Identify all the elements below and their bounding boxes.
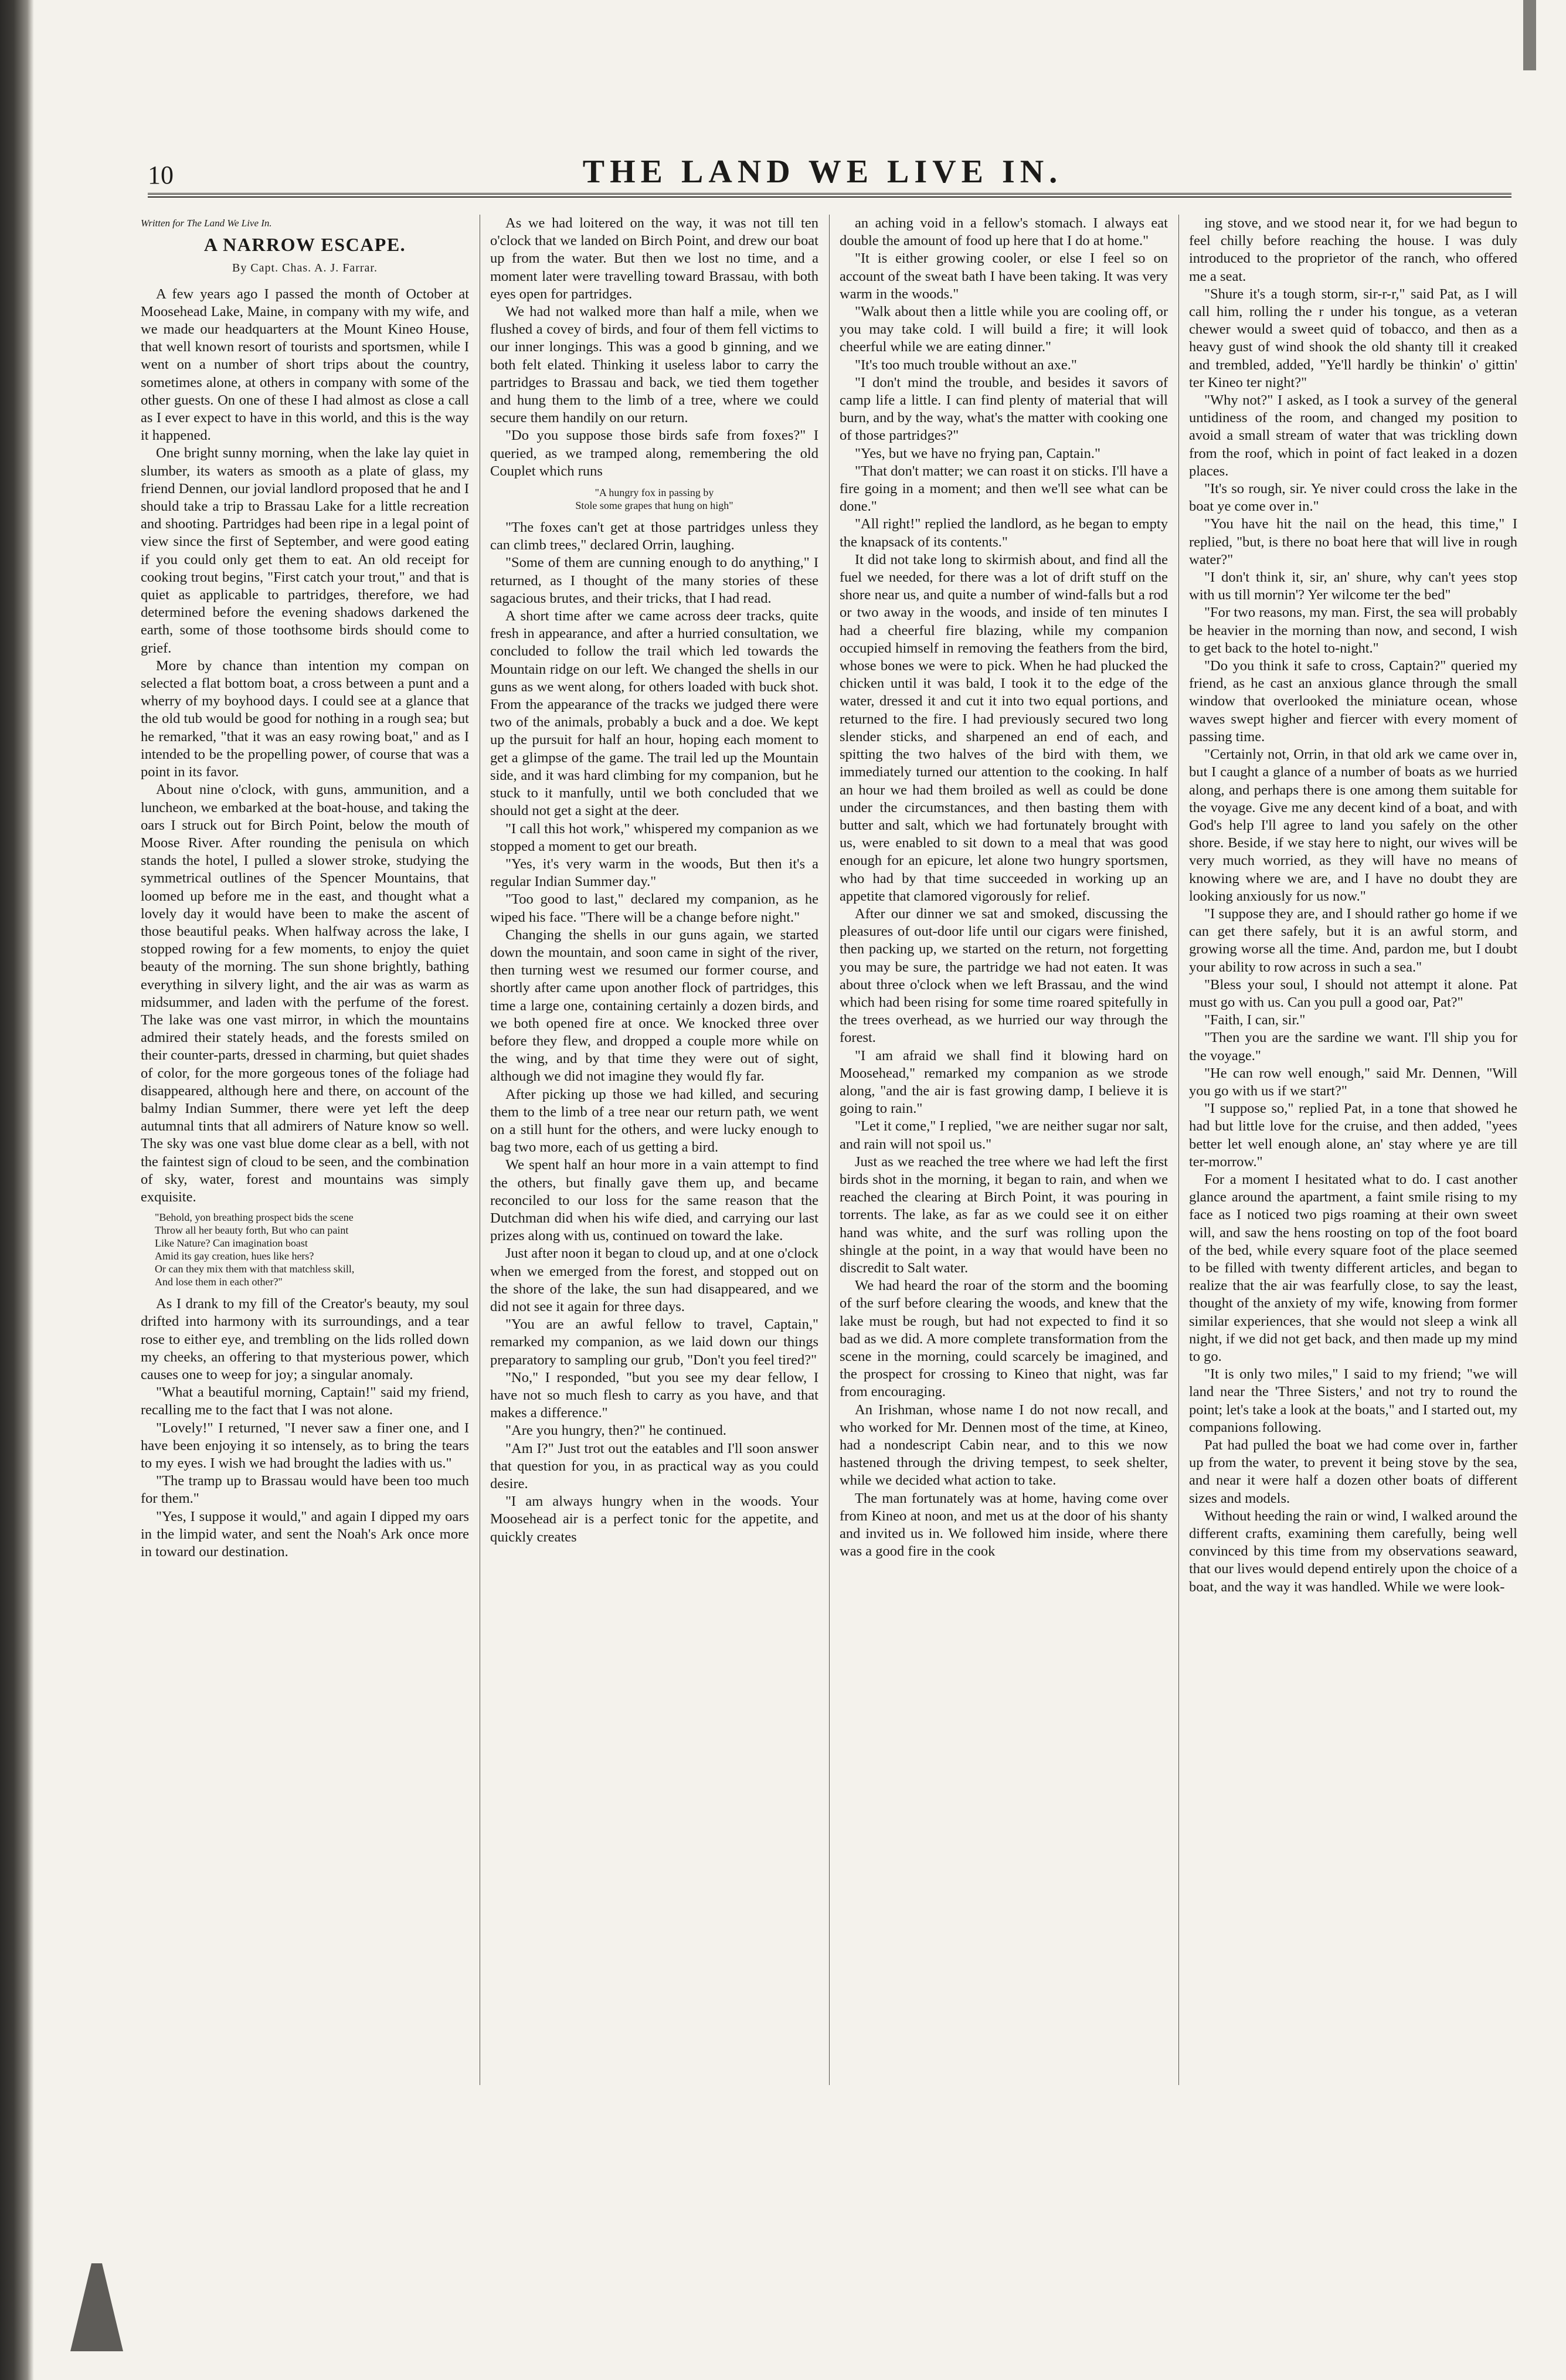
- paragraph: "Certainly not, Orrin, in that old ark we came over in, but I caught a glance of a number of boats as we hurried along, and perhaps there is one among them suitable for the voyage. Give me any decent kind of a boat, and with God's help I'll agree to land you safely on the other shore. Beside, if we stay here to night, our wives will be very much worried, as they will have no means of knowing where we are, and I have no doubt they are looking anxiously for us now.": [1189, 746, 1517, 904]
- column-2-text-b: [490, 519, 818, 1546]
- column-1-text-a: [141, 286, 469, 1207]
- paragraph: "The tramp up to Brassau would have been too much for them.": [141, 1473, 469, 1507]
- paragraph: "He can row well enough," said Mr. Dennen, "Will you go with us if we start?": [1189, 1065, 1517, 1099]
- paragraph: One bright sunny morning, when the lake lay quiet in slumber, its waters as smooth as a plate of glass, my friend Dennen, our jovial landlord proposed that he and I should take a trip to Brassau Lake for a little recreation and shooting. Partridges had been ripe in a legal point of view since the first of September, and were good eating if you could only get them to eat. An old receipt for cooking trout begins, "First catch your trout," and that is quiet as applicable to partridges, therefore, we had determined before the evening shadows darkened the earth, some of those toothsome birds should come to grief.: [141, 445, 469, 656]
- column-4: [1189, 215, 1517, 2085]
- paragraph: "I don't mind the trouble, and besides it savors of camp life a little. I can find plenty of material that will burn, and by the way, what's the matter with cooking one of those partridges?": [840, 374, 1168, 444]
- paragraph: "I am always hungry when in the woods. Your Moosehead air is a perfect tonic for the appetite, and quickly creates: [490, 1493, 818, 1545]
- paragraph: Just as we reached the tree where we had left the first birds shot in the morning, it began to rain, and when we reached the clearing at Birch Point, it was pouring in torrents. The lake, as far as we could see it on either hand was white, and the surf was rolling upon the shingle at the point, in a way that would have been no discredit to Salt water.: [840, 1153, 1168, 1276]
- paragraph: "Yes, it's very warm in the woods, But then it's a regular Indian Summer day.": [490, 855, 818, 890]
- paragraph: It did not take long to skirmish about, and find all the fuel we needed, for there was a lot of drift stuff on the shore near us, and quite a number of wind-falls but a rod or two away in the woods, and inside of ten minutes I had a cheerful fire blazing, while my companion occupied himself in removing the feathers from the bird, whose bones we were to pick. When he had plucked the chicken until it was bald, I took it to the edge of the water, dressed it and cut it into two equal portions, and returned to the fire. I had previously secured two long slender sticks, and sharpened an end of each, and spitting the two halves of the bird with them, we immediately turned our attention to the cooking. In half an hour we had them broiled as well as could be done under the circumstances, and then basting them with butter and salt, which we had fortunately brought with us, were enabled to sit down to a meal that was good enough for an epicure, let alone two hungry sportsmen, who had by that time succeeded in working up an appetite that clamored vigorously for relief.: [840, 551, 1168, 904]
- paragraph: "It is either growing cooler, or else I feel so on account of the sweat bath I have been taking. It was very warm in the woods.": [840, 250, 1168, 302]
- article-credit: Written for The Land We Live In.: [141, 218, 272, 229]
- paragraph: "Yes, but we have no frying pan, Captain.": [855, 445, 1100, 461]
- paragraph: The man fortunately was at home, having come over from Kineo at noon, and met us at the door of his shanty and invited us in. We followed him inside, where there was a good fire in the cook: [840, 1490, 1168, 1560]
- paragraph: "It's too much trouble without an axe.": [855, 357, 1077, 373]
- paragraph: "Let it come," I replied, "we are neither sugar nor salt, and rain will not spoil us.": [840, 1118, 1168, 1152]
- poem-verse-2: [490, 486, 818, 512]
- page-header: [134, 150, 1511, 196]
- paragraph: "You have hit the nail on the head, this time," I replied, "but, is there no boat here that will live in rough water?": [1189, 516, 1517, 568]
- paragraph: "I call this hot work," whispered my companion as we stopped a moment to get our breath.: [490, 820, 818, 854]
- column-3: [840, 215, 1168, 2085]
- paragraph: "That don't matter; we can roast it on sticks. I'll have a fire going in a moment; and then we'll see what can be done.": [840, 463, 1168, 515]
- paragraph: After picking up those we had killed, and securing them to the limb of a tree near our return path, we went on a still hunt for the others, and were lucky enough to bag two more, each of us getting a bird.: [490, 1086, 818, 1156]
- verse-line: Amid its gay creation, hues like hers?: [155, 1250, 314, 1262]
- paragraph: Just after noon it began to cloud up, and at one o'clock when we emerged from the forest, and stopped out on the shore of the lake, the sun had disappeared, and we did not see it again for three days.: [490, 1245, 818, 1315]
- paragraph: "All right!" replied the landlord, as he began to empty the knapsack of its contents.": [840, 516, 1168, 550]
- paragraph: "Am I?" Just trot out the eatables and I'll soon answer that question for you, in as practical way as you could desire.: [490, 1440, 818, 1492]
- paragraph: "Some of them are cunning enough to do anything," I returned, as I thought of the many stories of these sagacious brutes, and their tricks, that I had read.: [490, 555, 818, 606]
- column-1-text-b: [141, 1295, 469, 1561]
- paragraph: We spent half an hour more in a vain attempt to find the others, but finally gave them up, and became reconciled to our loss for the same reason that the Dutchman did when his wife died, and carrying our last prizes along with us, continued on toward the lake.: [490, 1157, 818, 1244]
- verse-line: Or can they mix them with that matchless skill,: [155, 1263, 355, 1275]
- paragraph: an aching void in a fellow's stomach. I always eat double the amount of food up here that I do at home.": [840, 215, 1168, 249]
- verse-line: Throw all her beauty forth, But who can paint: [155, 1224, 349, 1237]
- paragraph: "Then you are the sardine we want. I'll ship you for the voyage.": [1189, 1030, 1517, 1064]
- paragraph: "Are you hungry, then?" he continued.: [505, 1422, 726, 1439]
- paragraph: "The foxes can't get at those partridges unless they can climb trees," declared Orrin, laughing.: [490, 520, 818, 554]
- paragraph: An Irishman, whose name I do not now recall, and who worked for Mr. Dennen most of the time, at Kineo, had a nondescript Cabin near, and to this we now hastened through the driving tempest, to seek shelter, while we decided what action to take.: [840, 1401, 1168, 1489]
- paragraph: "No," I responded, "but you see my dear fellow, I have not so much flesh to carry as you have, and that makes a difference.": [490, 1369, 818, 1421]
- paragraph: "Shure it's a tough storm, sir-r-r," said Pat, as I will call him, rolling the r under his tongue, as a veteran chewer would a sweet quid of tobacco, and then as a heavy gust of wind shook the old shanty till it creaked and trembled, added, "Ye'll hardly be thinkin' o' gittin' ter Kineo ter night?": [1189, 286, 1517, 391]
- paragraph: "What a beautiful morning, Captain!" said my friend, recalling me to the fact that I was not alone.: [141, 1384, 469, 1418]
- paragraph: We had heard the roar of the storm and the booming of the surf before clearing the woods, and knew that the lake must be rough, but had not expected to find it so bad as we did. A more complete transformation from the scene in the morning, could scarcely be imagined, and the prospect for crossing to Kineo that night, was far from encouraging.: [840, 1278, 1168, 1400]
- paragraph: "For two reasons, my man. First, the sea will probably be heavier in the morning than now, and second, I wish to get back to the hotel to-night.": [1189, 605, 1517, 656]
- paragraph: "It is only two miles," I said to my friend; "we will land near the 'Three Sisters,' and not try to round the point; let's take a look at the boats," and I started out, my companions following.: [1189, 1366, 1517, 1435]
- paragraph: After our dinner we sat and smoked, discussing the pleasures of out-door life until our cigars were finished, then packing up, we started on the return, not forgetting you may be sure, the partridge we had not eaten. It was about three o'clock when we left Brassau, and the wind which had been rising for some time roared spitefully in the trees overhead, as we hurried our way through the forest.: [840, 905, 1168, 1046]
- scan-artifact: [1523, 0, 1536, 70]
- paragraph: "You are an awful fellow to travel, Captain," remarked my companion, as we laid down our things preparatory to sampling our grub, "Don't you feel tired?": [490, 1316, 818, 1368]
- paragraph: Pat had pulled the boat we had come over in, farther up from the water, to prevent it being stove by the sea, and near it were half a dozen other boats of different sizes and models.: [1189, 1437, 1517, 1506]
- paragraph: We had not walked more than half a mile, when we flushed a covey of birds, and four of them fell victims to our inner longings. This was a good b ginning, and we both felt elated. Thinking it useless labor to carry the partridges to Brassau and back, we tied them together and hung them to the limb of a tree, where we could secure them handily on our return.: [490, 304, 818, 426]
- column-4-text: [1189, 215, 1517, 1596]
- paragraph: For a moment I hesitated what to do. I cast another glance around the apartment, a faint smile rising to my face as I noticed two pigs roaming at their own sweet will, and saw the hens roosting on top of the foot board of the bed, while every square foot of the place seemed to be filled with twenty different articles, and began to realize that the air was fearfully close, to say the least, thought of the anxiety of my wife, knowing from former similar experiences, that she would not sleep a wink all night, if we did not get back, and then made up my mind to go.: [1189, 1171, 1517, 1364]
- paragraph: Without heeding the rain or wind, I walked around the different crafts, examining them carefully, being well convinced by this time from my observations seaward, that our lives would depend entirely upon the choice of a boat, and the way it was handled. While we were look-: [1189, 1508, 1517, 1595]
- paragraph: Changing the shells in our guns again, we started down the mountain, and soon came in sight of the river, then turning west we resumed our former course, and shortly after came upon another flock of partridges, this time a large one, containing certainly a dozen birds, and we both opened fire at once. We knocked three over before they flew, and dropped a couple more while on the wing, and by that time they were out of sight, although we did not imagine they would fly far.: [490, 926, 818, 1085]
- paragraph: "I suppose they are, and I should rather go home if we can get there safely, but it is an awful storm, and growing worse all the time. And, pardon me, but I doubt your ability to row across in such a sea.": [1189, 905, 1517, 975]
- column-1: [141, 215, 469, 2085]
- paragraph: "Do you suppose those birds safe from foxes?" I queried, as we tramped along, remembering the old Couplet which runs: [490, 427, 818, 479]
- paragraph: "Why not?" I asked, as I took a survey of the general untidiness of the room, and changed my position to avoid a small stream of water that was trickling down from the roof, which in point of fact leaked in a dozen places.: [1189, 392, 1517, 479]
- paragraph: As I drank to my fill of the Creator's beauty, my soul drifted into harmony with its surroundings, and a tear rose to either eye, and trembling on the lids rolled down my cheeks, an offering to that mysterious power, which causes one to weep for joy; a singular anomaly.: [141, 1296, 469, 1383]
- paragraph: "It's so rough, sir. Ye niver could cross the lake in the boat ye come over in.": [1189, 481, 1517, 515]
- article-byline: By Capt. Chas. A. J. Farrar.: [232, 262, 378, 275]
- paragraph: "Faith, I can, sir.": [1204, 1012, 1306, 1028]
- paragraph: "Do you think it safe to cross, Captain?" queried my friend, as he cast an anxious glance through the small window that overlooked the miniature ocean, whose waves swept higher and fiercer with every moment of passing time.: [1189, 658, 1517, 745]
- paragraph: "Yes, I suppose it would," and again I dipped my oars in the limpid water, and sent the Noah's Ark once more in toward our destination.: [141, 1508, 469, 1560]
- article-columns: [141, 215, 1519, 2091]
- verse-line: Like Nature? Can imagination boast: [155, 1237, 308, 1250]
- verse-line: "Behold, yon breathing prospect bids the scene: [155, 1211, 354, 1224]
- poem-verse-1: [155, 1211, 469, 1288]
- header-rule: [148, 193, 1511, 198]
- article-title: A NARROW ESCAPE.: [203, 234, 406, 256]
- verse-line: "A hungry fox in passing by: [595, 487, 714, 499]
- scan-artifact: [70, 2263, 123, 2351]
- column-3-text: [840, 215, 1168, 1560]
- column-2: [490, 215, 818, 2085]
- paragraph: "Lovely!" I returned, "I never saw a finer one, and I have been enjoying it so intensely, as to bring the tears to my eyes. I wish we had brought the ladies with us.": [141, 1420, 469, 1471]
- column-divider-3: [1178, 215, 1179, 2085]
- paragraph: A short time after we came across deer tracks, quite fresh in appearance, and after a hurried consultation, we concluded to follow the trail which led towards the Mountain ridge on our left. We changed the shells in our guns as we went along, for others loaded with buck shot. From the appearance of the tracks we judged there were two of the animals, probably a buck and a doe. We kept up the pursuit for half an hour, hoping each moment to get a glimpse of the game. The trail led up the Mountain side, and it was hard climbing for my companion, but he stuck to it manfully, until we both concluded that we should not get a sight at the deer.: [490, 608, 818, 819]
- page-number: 10: [148, 161, 174, 189]
- column-divider-2: [829, 215, 830, 2085]
- page-binding-edge: [0, 0, 34, 2380]
- paragraph: About nine o'clock, with guns, ammunition, and a luncheon, we embarked at the boat-house, and taking the oars I struck out for Birch Point, below the mouth of Moose River. After rounding the penisula on which stands the hotel, I pulled a slower stroke, studying the symmetrical outlines of the Spencer Mountains, that loomed up before me in the east, and thought what a lovely day it would have been to make the ascent of those beautiful peaks. When halfway across the lake, I stopped rowing for a few moments, to enjoy the quiet beauty of the morning. The sun shone brightly, bathing everything in silvery light, and the air was as warm as midsummer, and laden with the perfume of the forest. The lake was one vast mirror, in which the mountains admired their stately heads, and the forests smiled on their counter-parts, dressed in charming, but quiet shades of color, for the more gorgeous tones of the foliage had disappeared, although here and there, on account of the balmy Indian Summer, there were yet left the deep autumnal tints that all admirers of Nature know so well. The sky was one vast blue dome clear as a bell, with not the faintest sign of cloud to be seen, and the combination of sky, water, forest and mountains was simply exquisite.: [141, 782, 469, 1205]
- paragraph: "I am afraid we shall find it blowing hard on Moosehead," remarked my companion as we strode along, "and the air is fast growing damp, I believe it is going to rain.": [840, 1047, 1168, 1117]
- paragraph: A few years ago I passed the month of October at Moosehead Lake, Maine, in company with my wife, and we made our headquarters at the Mount Kineo House, that well known resort of tourists and sportsmen, while I went on a number of short trips about the country, sometimes alone, at others in company with some of the other guests. On one of these I had almost as close a call as I ever expect to have in this world, and this is the way it happened.: [141, 286, 469, 444]
- paragraph: "Bless your soul, I should not attempt it alone. Pat must go with us. Can you pull a good oar, Pat?": [1189, 976, 1517, 1010]
- paragraph: As we had loitered on the way, it was not till ten o'clock that we landed on Birch Point, and drew our boat up from the water. But then we lost no time, and a moment later were travelling toward Brassau, with both eyes open for partridges.: [490, 215, 818, 302]
- masthead-title: THE LAND WE LIVE IN.: [582, 154, 1063, 190]
- paragraph: "Too good to last," declared my companion, as he wiped his face. "There will be a change before night.": [490, 891, 818, 925]
- paragraph: ing stove, and we stood near it, for we had begun to feel chilly before reaching the house. I was duly introduced to the proprietor of the ranch, who offered me a seat.: [1189, 215, 1517, 284]
- verse-line: And lose them in each other?": [155, 1276, 283, 1288]
- paragraph: "I suppose so," replied Pat, in a tone that showed he had but little love for the cruise, and then added, "yees better let well enough alone, an' stay where ye are till ter-morrow.": [1189, 1101, 1517, 1170]
- paragraph: "I don't think it, sir, an' shure, why can't yees stop with us till mornin'? Yer wilcome ter the bed": [1189, 569, 1517, 603]
- column-2-text-a: [490, 215, 818, 480]
- verse-line: Stole some grapes that hung on high": [575, 500, 733, 512]
- paragraph: More by chance than intention my compan on selected a flat bottom boat, a cross between a punt and a wherry of my boyhood days. I could see at a glance that the old tub would be good for nothing in a rough sea; but he remarked, "that it was an easy rowing boat," and as I intended to be the propelling power, of course that was a point in its favor.: [141, 657, 469, 780]
- paragraph: "Walk about then a little while you are cooling off, or you may take cold. I will build a fire; it will look cheerful while we are eating dinner.": [840, 304, 1168, 355]
